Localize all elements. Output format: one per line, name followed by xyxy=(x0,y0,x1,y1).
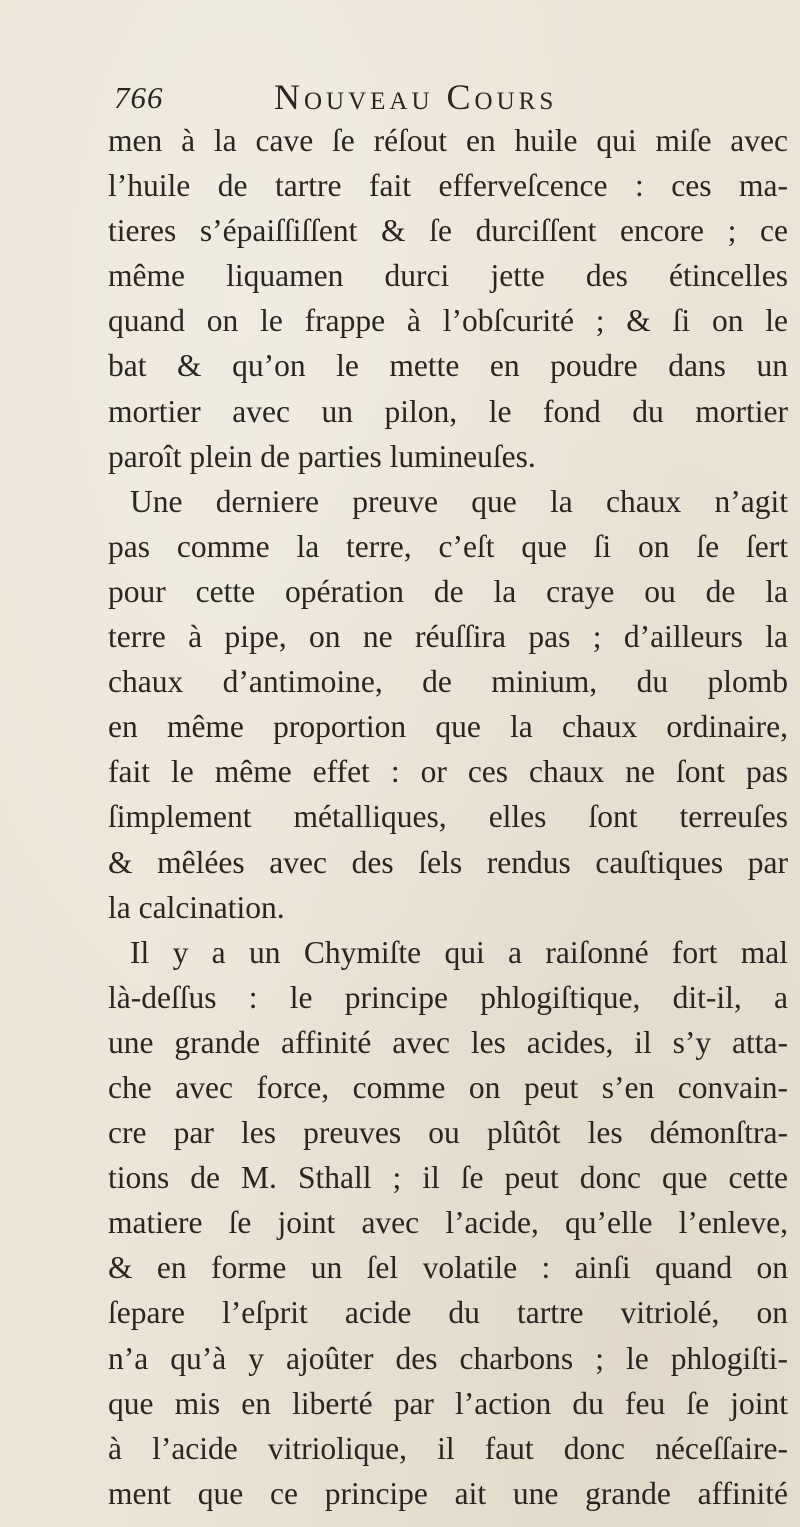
text-line: quand on le frappe à l’obſcurité ; & ſi on le xyxy=(108,303,788,339)
text-line: che avec force, comme on peut s’en convain- xyxy=(108,1069,788,1105)
text-line: matiere ſe joint avec l’acide, qu’elle l’enleve, xyxy=(108,1205,788,1241)
page-number: 766 xyxy=(114,80,164,115)
text-line: pas comme la terre, c’eſt que ſi on ſe ſert xyxy=(108,528,788,564)
text-line: la calcination. xyxy=(108,889,285,925)
text-line: men à la cave ſe réſout en huile qui miſe avec xyxy=(108,123,788,158)
text-line: & mêlées avec des ſels rendus cauſtiques par xyxy=(108,844,788,880)
text-line: ſimplement métalliques, elles ſont terreuſes xyxy=(108,799,788,835)
text-line: paroît plein de parties lumineuſes. xyxy=(108,438,536,474)
text-line: cre par les preuves ou plûtôt les démonſtra- xyxy=(108,1115,788,1151)
text-line: & en forme un ſel volatile : ainſi quand on xyxy=(108,1250,788,1286)
page-header xyxy=(114,68,674,118)
text-line: tions de M. Sthall ; il ſe peut donc que cette xyxy=(108,1160,788,1196)
paragraph-start-line: Il y a un Chymiſte qui a raiſonné fort mal xyxy=(130,934,788,970)
text-line: n’a qu’à y ajoûter des charbons ; le phlogiſti- xyxy=(108,1340,788,1376)
body-text xyxy=(108,118,788,1516)
paragraph-start-line: Une derniere preuve que la chaux n’agit xyxy=(130,483,788,519)
text-line: à l’acide vitriolique, il faut donc néceſſaire- xyxy=(108,1430,788,1466)
text-line: mortier avec un pilon, le fond du mortier xyxy=(108,393,788,429)
text-line: tieres s’épaiſſiſſent & ſe durciſſent encore ; ce xyxy=(108,213,788,249)
text-line: une grande affinité avec les acides, il s’y atta- xyxy=(108,1024,788,1060)
text-line: en même proportion que la chaux ordinaire, xyxy=(108,709,788,745)
text-line: chaux d’antimoine, de minium, du plomb xyxy=(108,664,788,700)
text-line: ſepare l’eſprit acide du tartre vitriolé, on xyxy=(108,1295,788,1331)
text-line: terre à pipe, on ne réuſſira pas ; d’ailleurs la xyxy=(108,619,788,655)
text-line: que mis en liberté par l’action du feu ſe joint xyxy=(108,1385,788,1421)
text-line: bat & qu’on le mette en poudre dans un xyxy=(108,348,788,384)
text-line: ment que ce principe ait une grande affinité xyxy=(108,1475,788,1511)
running-head: Nouveau Cours xyxy=(274,77,558,117)
text-line: l’huile de tartre fait efferveſcence : ces ma- xyxy=(108,168,788,204)
text-line: fait le même effet : or ces chaux ne ſont pas xyxy=(108,754,788,790)
text-line: pour cette opération de la craye ou de la xyxy=(108,573,788,609)
text-line: là-deſſus : le principe phlogiſtique, dit-il, a xyxy=(108,979,788,1015)
text-line: même liquamen durci jette des étincelles xyxy=(108,258,788,294)
